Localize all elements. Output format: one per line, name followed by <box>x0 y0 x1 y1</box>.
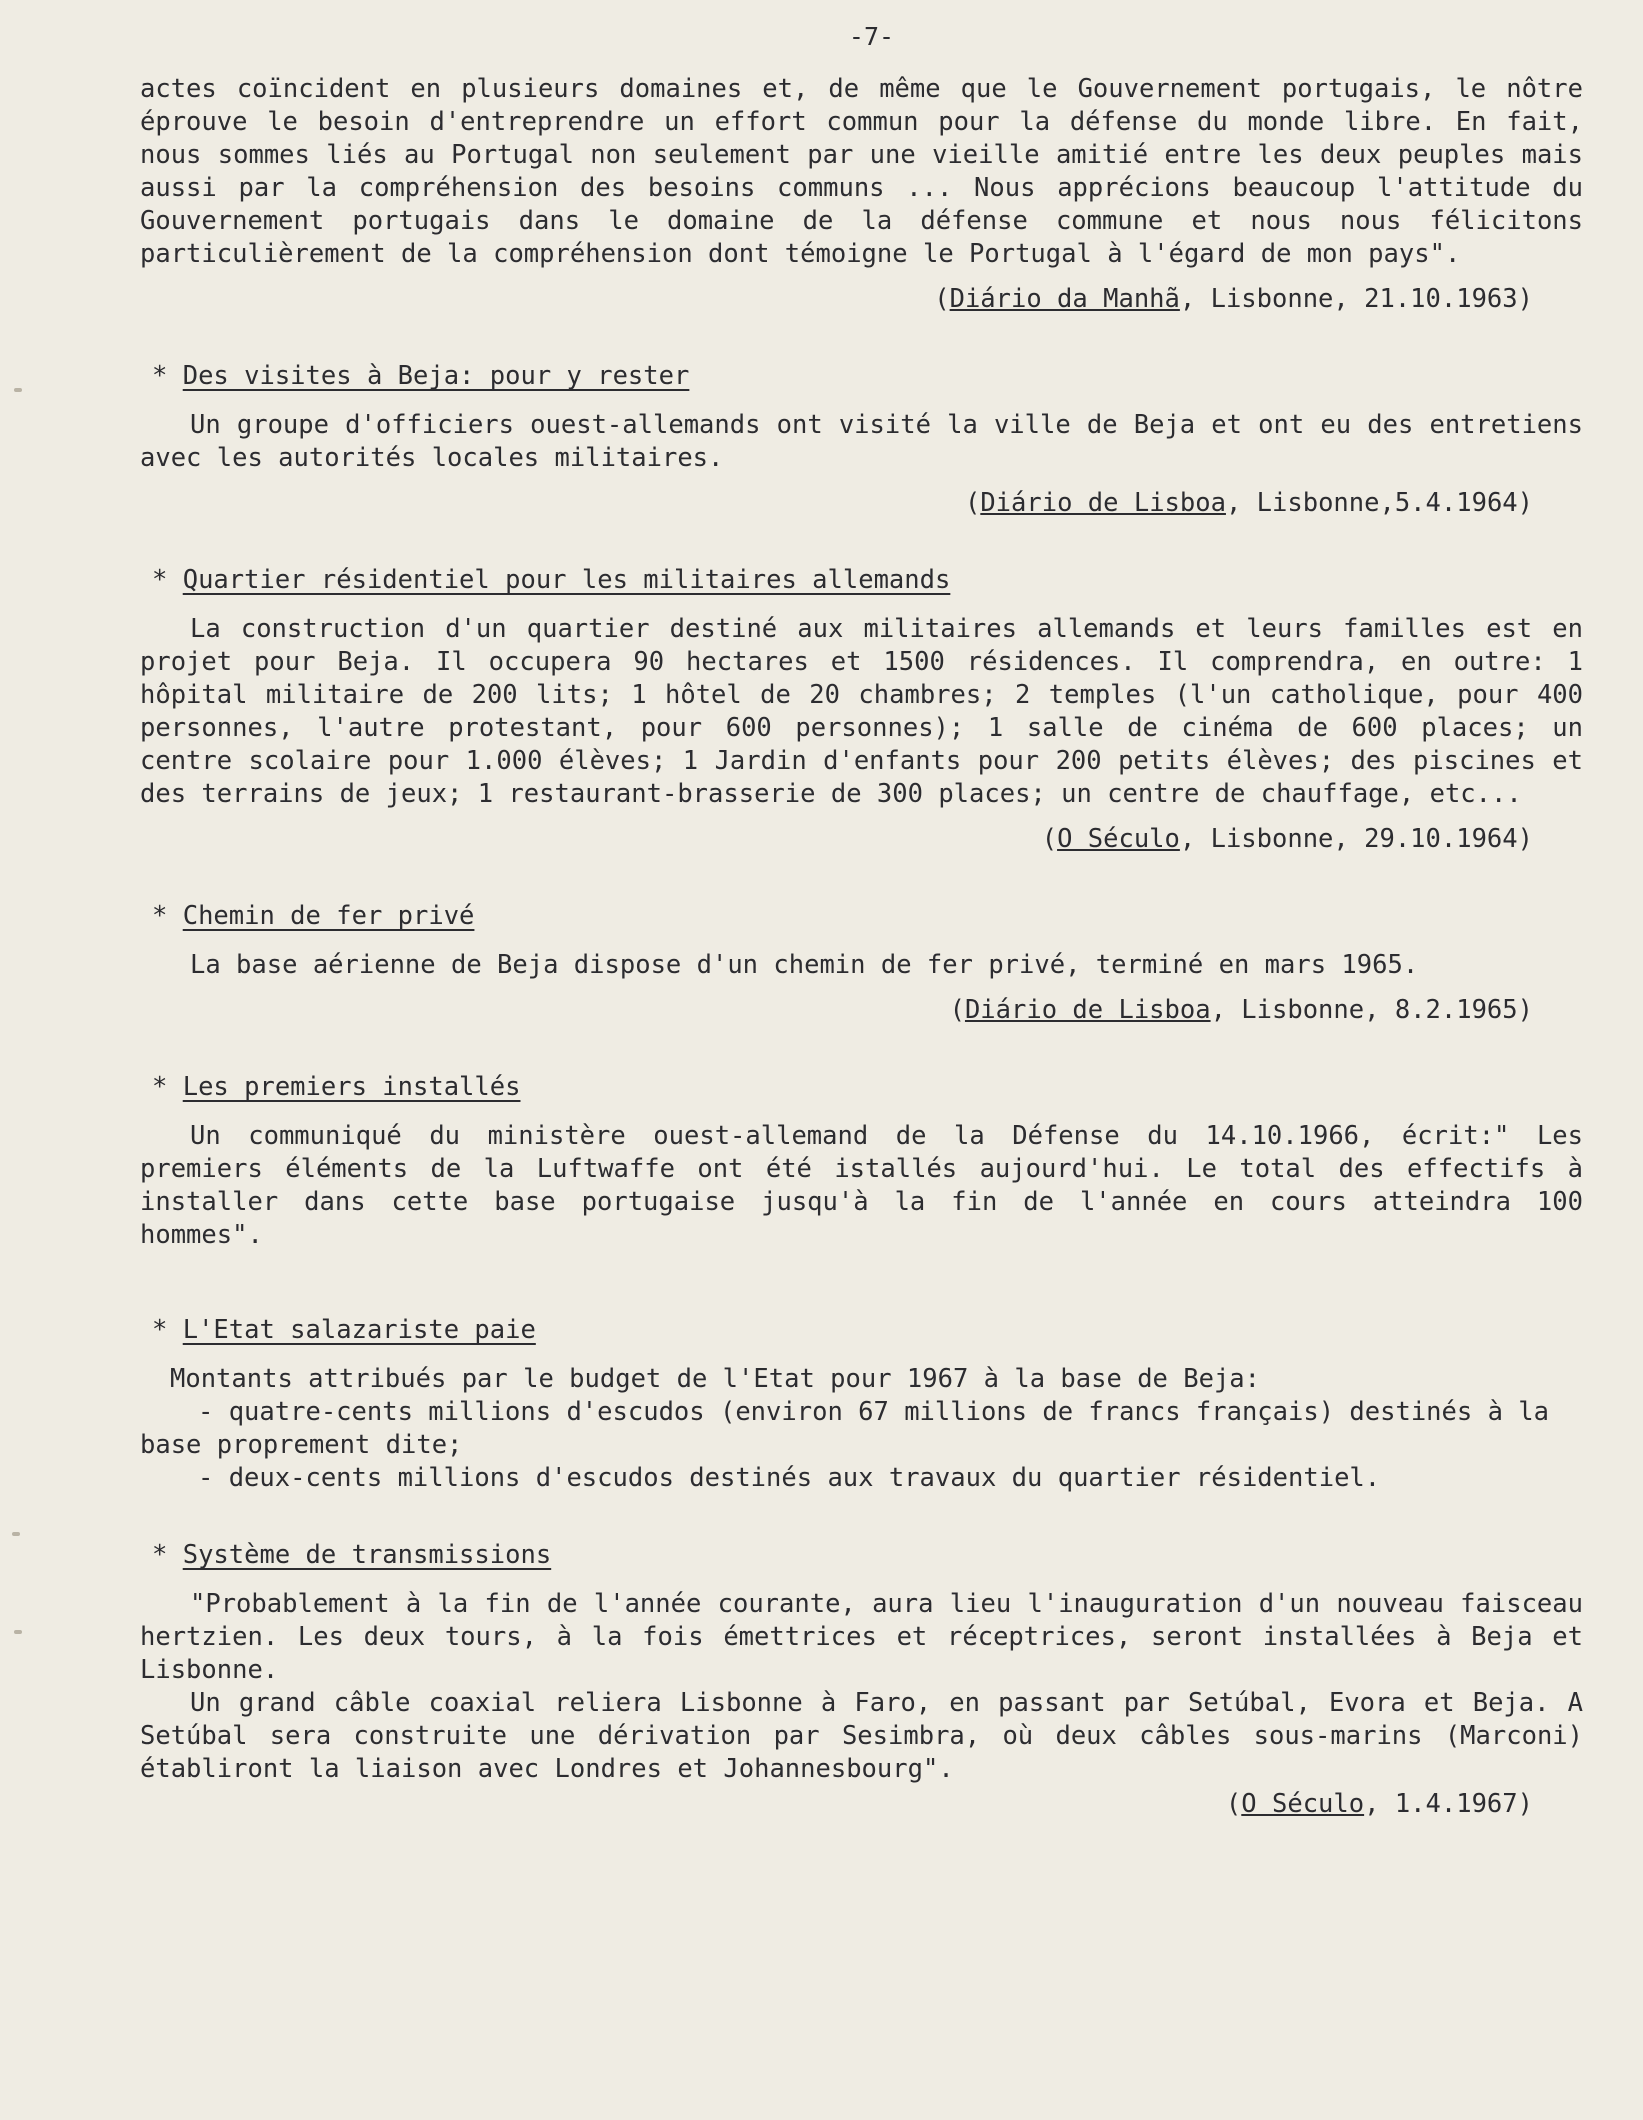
section-premiers-installes <box>140 1071 1583 1252</box>
bullet-asterisk: * <box>152 1072 168 1102</box>
scan-speck <box>14 1630 22 1634</box>
page-number: -7- <box>848 22 895 51</box>
bullet-asterisk: * <box>152 565 168 595</box>
section-body: La construction d'un quartier destiné aux militaires allemands et leurs familles est en projet pour Beja. Il occupera 90 hectares et 1500 résidences. Il comprendra, en outre: 1 hôpital militaire de 200 lits; 1 hôtel de 20 chambres; 2 temples (l'un catholique, pour 400 personnes, l'autre protestant, pour 600 personnes); 1 salle de cinéma de 600 places; un centre scolaire pour 1.000 élèves; 1 Jardin d'enfants pour 200 petits élèves; des piscines et des terrains de jeux; 1 restaurant-brasserie de 300 places; un centre de chauffage, etc... <box>140 614 1583 809</box>
citation-source: Diário de Lisboa <box>964 995 1211 1025</box>
section-heading <box>152 564 1583 597</box>
section-etat-salazariste <box>140 1314 1583 1495</box>
section-title: Chemin de fer privé <box>182 901 475 931</box>
section-title: Système de transmissions <box>182 1540 552 1570</box>
citation-details: , Lisbonne, 29.10.1964) <box>1179 824 1533 854</box>
budget-item: - deux-cents millions d'escudos destinés aux travaux du quartier résidentiel. <box>198 1463 1381 1493</box>
scan-speck <box>14 388 22 392</box>
section-body: "Probablement à la fin de l'année courante, aura lieu l'inauguration d'un nouveau faisceau hertzien. Les deux tours, à la fois émettrices et réceptrices, seront installées à Beja et Lisbonne. <box>140 1589 1583 1685</box>
section-visites <box>140 360 1583 520</box>
section-heading <box>152 1071 1583 1104</box>
section-body: Un communiqué du ministère ouest-allemand de la Défense du 14.10.1966, écrit:" Les premiers éléments de la Luftwaffe ont été istallés aujourd'hui. Le total des effectifs à installer dans cette base portugaise jusqu'à la fin de l'année en cours atteindra 100 hommes". <box>140 1121 1583 1250</box>
bullet-asterisk: * <box>152 901 168 931</box>
section-heading <box>152 1314 1583 1347</box>
section-quartier <box>140 564 1583 856</box>
section-citation: (Diário de Lisboa, Lisbonne, 8.2.1965) <box>949 995 1533 1025</box>
citation-details: , Lisbonne,5.4.1964) <box>1225 488 1533 518</box>
section-citation: (O Século, 1.4.1967) <box>1225 1789 1533 1819</box>
section-body: Un groupe d'officiers ouest-allemands ont visité la ville de Beja et ont eu des entretiens avec les autorités locales militaires. <box>140 410 1583 473</box>
section-title: L'Etat salazariste paie <box>182 1315 536 1345</box>
intro-paragraph: actes coïncident en plusieurs domaines et, de même que le Gouvernement portugais, le nôtre éprouve le besoin d'entreprendre un effort commun pour la défense du monde libre. En fait, nous sommes liés au Portugal non seulement par une vieille amitié entre les deux peuples mais aussi par la compréhension des besoins communs ... Nous apprécions beaucoup l'attitude du Gouvernement portugais dans le domaine de la défense commune et nous nous félicitons particulièrement de la compréhension dont témoigne le Portugal à l'égard de mon pays". <box>140 74 1583 269</box>
citation-source: O Século <box>1241 1789 1365 1819</box>
section-body: Un grand câble coaxial reliera Lisbonne à Faro, en passant par Setúbal, Evora et Beja. A Setúbal sera construite une dérivation par Sesimbra, où deux câbles sous-marins (Marconi) établiront la liaison avec Londres et Johannesbourg". <box>140 1688 1583 1784</box>
section-transmissions <box>140 1539 1583 1821</box>
section-citation: (Diário de Lisboa, Lisbonne,5.4.1964) <box>964 488 1533 518</box>
citation-intro: (Diário da Manhã, Lisbonne, 21.10.1963) <box>934 284 1533 314</box>
budget-intro: Montants attribués par le budget de l'Etat pour 1967 à la base de Beja: <box>170 1364 1261 1394</box>
section-chemin-de-fer <box>140 900 1583 1027</box>
citation-details: , Lisbonne, 8.2.1965) <box>1210 995 1533 1025</box>
section-title: Quartier résidentiel pour les militaires allemands <box>182 565 951 595</box>
section-body: La base aérienne de Beja dispose d'un chemin de fer privé, terminé en mars 1965. <box>190 950 1419 980</box>
citation-details: , Lisbonne, 21.10.1963) <box>1179 284 1533 314</box>
citation-source: O Século <box>1057 824 1180 854</box>
section-heading <box>152 1539 1583 1572</box>
section-citation: (O Século, Lisbonne, 29.10.1964) <box>1041 824 1533 854</box>
citation-source: Diário de Lisboa <box>980 488 1226 518</box>
bullet-asterisk: * <box>152 1315 168 1345</box>
scan-speck <box>12 1532 20 1536</box>
section-heading <box>152 900 1583 933</box>
bullet-asterisk: * <box>152 1540 168 1570</box>
section-heading <box>152 360 1583 393</box>
citation-details: , 1.4.1967) <box>1364 1789 1533 1819</box>
budget-item: - quatre-cents millions d'escudos (environ 67 millions de francs français) destinés à la base proprement dite; <box>140 1397 1550 1460</box>
section-title: Les premiers installés <box>182 1072 521 1102</box>
citation-source: Diário da Manhã <box>949 284 1180 314</box>
bullet-asterisk: * <box>152 361 168 391</box>
section-title: Des visites à Beja: pour y rester <box>182 361 690 391</box>
